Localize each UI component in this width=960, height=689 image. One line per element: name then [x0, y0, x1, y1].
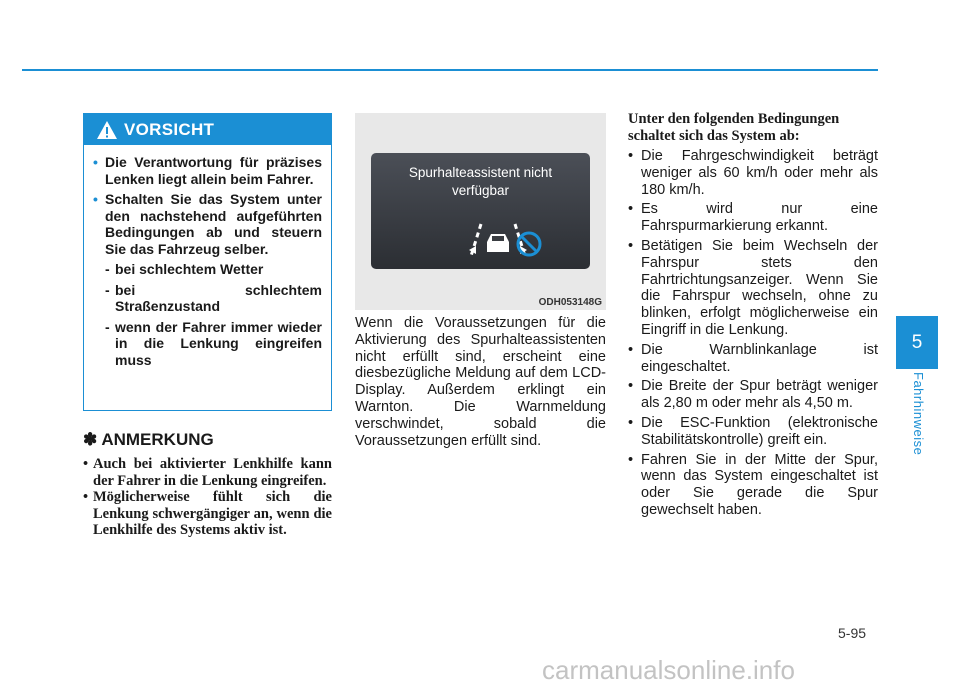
caution-bullet: • Schalten Sie das System unter den nachstehend aufgeführten Bedingungen ab und steuern Sie das Fahrzeug selber. [93, 191, 322, 257]
figure-code: ODH053148G [538, 297, 602, 308]
caution-box [83, 113, 332, 411]
lcd-display [371, 153, 590, 269]
condition-item: • Betätigen Sie beim Wechseln der Fahrspur stets den Fahrtrichtungsanzeiger. Wenn Sie die Fahrspur wechseln, ohne zu blinken, erfolgt möglicherweise ein Eingriff in die Lenkung. [628, 237, 878, 338]
page-number: 5-95 [838, 625, 867, 641]
caution-title: VORSICHT [124, 119, 215, 139]
note-title: ✽ ANMERKUNG [83, 430, 214, 449]
lane-assist-unavailable-icon [467, 220, 543, 260]
chapter-tab: 5 [896, 316, 938, 369]
middle-paragraph: Wenn die Voraussetzungen für die Aktivierung des Spurhalteassistenten nicht erfüllt sind, erscheint eine diesbezügliche Meldung auf dem LCD-Display. Außerdem erklingt ein Warnton. Die Warnmeldung verschwindet, sobald die Voraussetzungen erfüllt sind. [355, 315, 606, 449]
condition-item: • Die ESC-Funktion (elektronische Stabilitätskontrolle) greift ein. [628, 414, 878, 448]
caution-dash-item: - bei schlechtem Wetter [105, 261, 264, 277]
caution-bullet: • Die Verantwortung für präzises Lenken liegt allein beim Fahrer. [93, 154, 322, 187]
conditions-heading: Unter den folgenden Bedingungen schaltet sich das System ab: [628, 111, 840, 144]
condition-item: • Es wird nur eine Fahrspurmarkierung erkannt. [628, 201, 878, 235]
condition-item: • Die Warnblinkanlage ist eingeschaltet. [628, 341, 878, 375]
condition-item: • Die Fahrgeschwindigkeit beträgt weniger als 60 km/h oder mehr als 180 km/h. [628, 148, 878, 198]
note-item: • Auch bei aktivierter Lenkhilfe kann der Fahrer in die Lenkung eingreifen. [83, 456, 332, 489]
conditions-list [628, 148, 878, 522]
warning-icon [96, 120, 118, 140]
caution-dash-item: - wenn der Fahrer immer wieder in die Lenkung eingreifen muss [105, 318, 322, 368]
note-item: • Möglicherweise fühlt sich die Lenkung schwergängiger an, wenn die Lenkhilfe des Systems aktiv ist. [83, 489, 332, 538]
caution-header [84, 114, 331, 145]
condition-item: • Die Breite der Spur beträgt weniger als 2,80 m oder mehr als 4,50 m. [628, 378, 878, 412]
chapter-label: Fahrhinweise [911, 372, 926, 456]
caution-body [84, 145, 331, 368]
note-body [83, 456, 332, 539]
watermark: carmanualsonline.info [542, 655, 795, 685]
lcd-message: Spurhalteassistent nicht verfügbar [408, 165, 553, 198]
top-rule [22, 69, 878, 71]
condition-item: • Fahren Sie in der Mitte der Spur, wenn das System eingeschaltet ist oder Sie gerade die Spur gewechselt haben. [628, 451, 878, 518]
caution-dash-item: - bei schlechtem Straßenzustand [105, 281, 322, 314]
lcd-figure [355, 113, 606, 310]
